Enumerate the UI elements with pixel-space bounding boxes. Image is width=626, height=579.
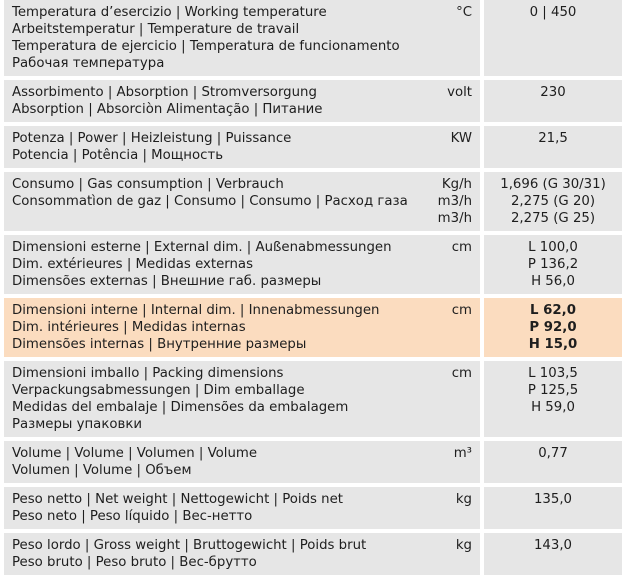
spec-row-internal-dimensions (4, 298, 622, 361)
spec-row-power (4, 126, 622, 172)
spec-row-absorption (4, 80, 622, 126)
label-line: Temperatura d’esercizio | Working temperature (12, 5, 327, 20)
spec-unit (424, 126, 480, 172)
spec-label (4, 533, 424, 579)
value-line: 2,275 (G 20) (510, 194, 596, 209)
value-line: 1,696 (G 30/31) (500, 177, 606, 192)
spec-unit (424, 298, 480, 361)
label-line: Dimensioni imballo | Packing dimensions (12, 366, 284, 381)
label-line: Dimensioni interne | Internal dim. | Innenabmessungen (12, 303, 380, 318)
unit-line: cm (451, 303, 472, 318)
label-line: Рабочая температура (12, 56, 165, 71)
label-line: Peso bruto | Peso bruto | Вес-брутто (12, 555, 257, 570)
unit-line: volt (447, 85, 472, 100)
unit-line: cm (451, 240, 472, 255)
value-line: P 125,5 (527, 383, 579, 398)
label-line: Potenza | Power | Heizleistung | Puissance (12, 131, 292, 146)
spec-value (484, 361, 622, 441)
value-line: P 92,0 (529, 320, 577, 335)
value-line: L 100,0 (528, 240, 578, 255)
spec-table (4, 0, 622, 579)
spec-value (484, 80, 622, 126)
spec-value (484, 0, 622, 80)
spec-unit (424, 80, 480, 126)
spec-label (4, 298, 424, 361)
value-line: 135,0 (533, 492, 573, 507)
spec-label (4, 361, 424, 441)
value-line: L 103,5 (528, 366, 578, 381)
spec-row-volume (4, 441, 622, 487)
unit-line: KW (450, 131, 472, 146)
label-line: Dim. extérieures | Medidas externas (12, 257, 254, 272)
spec-row-gas-consumption (4, 172, 622, 235)
label-line: Peso netto | Net weight | Nettogewicht | Poids net (12, 492, 344, 507)
label-line: Volumen | Volume | Объем (12, 463, 192, 478)
spec-value (484, 533, 622, 579)
unit-line: cm (451, 366, 472, 381)
spec-row-net-weight (4, 487, 622, 533)
unit-line: m³ (453, 446, 472, 461)
spec-value (484, 487, 622, 533)
spec-unit (424, 235, 480, 298)
spec-label (4, 487, 424, 533)
spec-value (484, 235, 622, 298)
label-line: Dimensioni esterne | External dim. | Außenabmessungen (12, 240, 392, 255)
spec-label (4, 80, 424, 126)
spec-label (4, 235, 424, 298)
label-line: Temperatura de ejercicio | Temperatura de funcionamento (12, 39, 400, 54)
label-line: Verpackungsabmessungen | Dim emballage (12, 383, 305, 398)
unit-line: Kg/h (441, 177, 472, 192)
value-line: L 62,0 (530, 303, 576, 318)
value-line: H 56,0 (531, 274, 575, 289)
value-line: 21,5 (538, 131, 568, 146)
spec-value (484, 126, 622, 172)
spec-unit (424, 487, 480, 533)
label-line: Dimensões externas | Внешние габ. размеры (12, 274, 322, 289)
spec-unit (424, 172, 480, 235)
spec-value (484, 298, 622, 361)
label-line: Dimensões internas | Внутренние размеры (12, 337, 307, 352)
value-line: 230 (540, 85, 566, 100)
spec-label (4, 172, 424, 235)
value-line: H 59,0 (531, 400, 575, 415)
label-line: Consommatìon de gaz | Consumo | Consumo | Расход газа (12, 194, 408, 209)
value-line: 143,0 (533, 538, 573, 553)
spec-row-working-temperature (4, 0, 622, 80)
spec-unit (424, 0, 480, 80)
value-line: P 136,2 (527, 257, 579, 272)
label-line: Assorbimento | Absorption | Stromversorgung (12, 85, 317, 100)
spec-unit (424, 441, 480, 487)
value-line: 2,275 (G 25) (510, 211, 596, 226)
unit-line: m3/h (437, 211, 472, 226)
spec-label (4, 0, 424, 80)
spec-label (4, 126, 424, 172)
spec-unit (424, 533, 480, 579)
spec-row-gross-weight (4, 533, 622, 579)
unit-line: kg (455, 538, 472, 553)
label-line: Peso neto | Peso líquido | Вес-нетто (12, 509, 253, 524)
label-line: Volume | Volume | Volumen | Volume (12, 446, 258, 461)
unit-line: °C (456, 5, 472, 20)
label-line: Arbeitstemperatur | Temperature de travail (12, 22, 300, 37)
label-line: Absorption | Absorciòn Alimentação | Питание (12, 102, 323, 117)
label-line: Consumo | Gas consumption | Verbrauch (12, 177, 284, 192)
unit-line: kg (455, 492, 472, 507)
label-line: Dim. intérieures | Medidas internas (12, 320, 246, 335)
spec-value (484, 441, 622, 487)
label-line: Potencia | Potência | Мощность (12, 148, 224, 163)
spec-label (4, 441, 424, 487)
unit-line: m3/h (437, 194, 472, 209)
spec-value (484, 172, 622, 235)
value-line: 0,77 (538, 446, 568, 461)
label-line: Размеры упаковки (12, 417, 143, 432)
spec-unit (424, 361, 480, 441)
spec-row-external-dimensions (4, 235, 622, 298)
value-line: 0 | 450 (529, 5, 577, 20)
value-line: H 15,0 (528, 337, 578, 352)
spec-row-packing-dimensions (4, 361, 622, 441)
label-line: Peso lordo | Gross weight | Bruttogewicht | Poids brut (12, 538, 367, 553)
label-line: Medidas del embalaje | Dimensões da embalagem (12, 400, 349, 415)
